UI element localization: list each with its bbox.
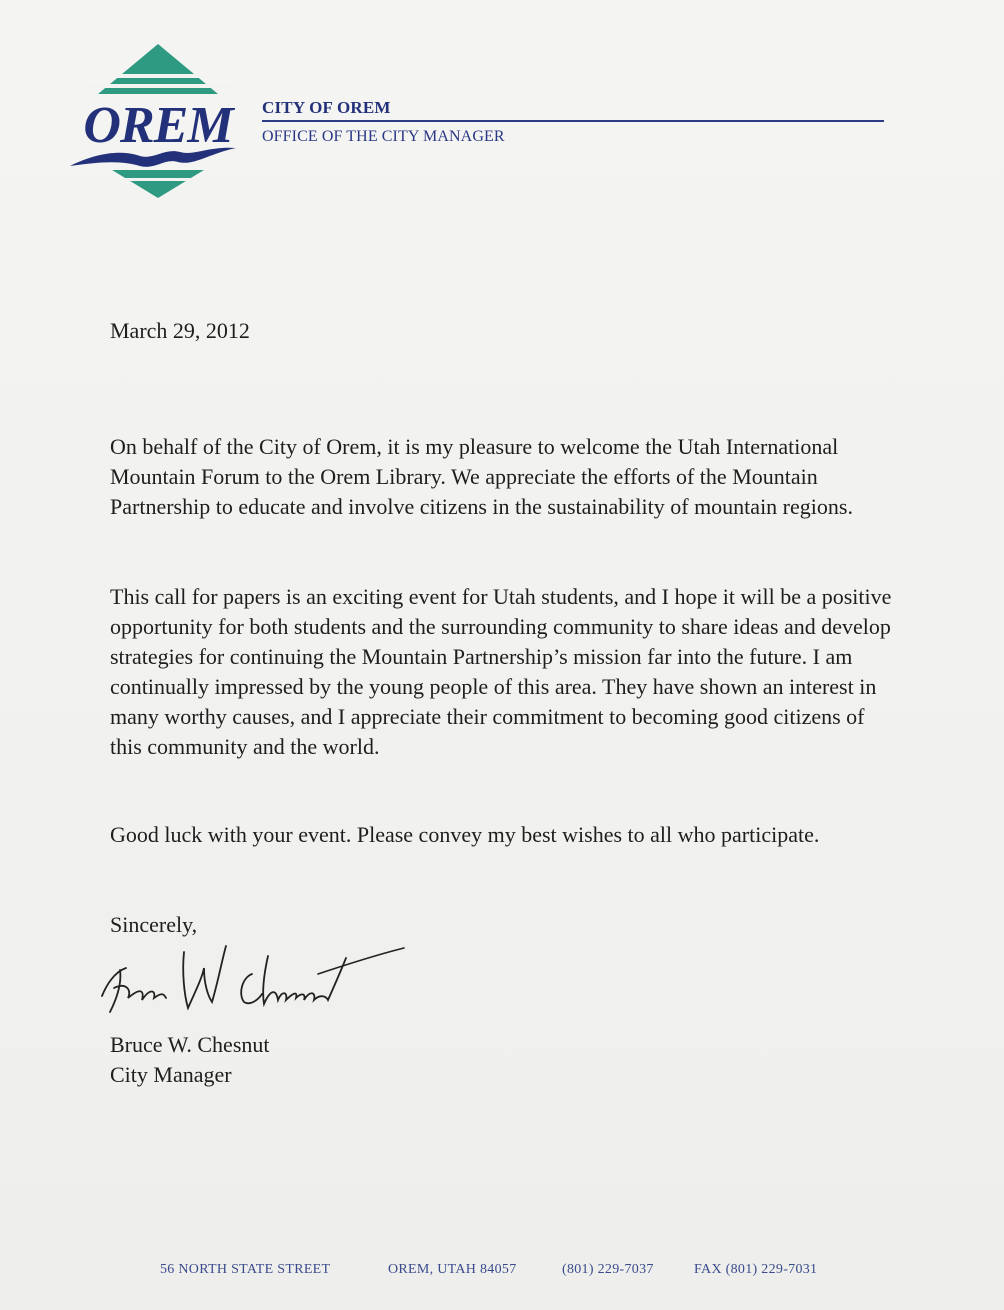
handwritten-signature [92,938,412,1028]
signer-name: Bruce W. Chesnut [110,1032,270,1057]
logo-text: OREM [83,97,233,154]
logo-diamond-bottom [112,170,204,198]
letter-date: March 29, 2012 [110,318,250,343]
footer-fax: FAX (801) 229-7031 [694,1262,818,1277]
footer-address: 56 NORTH STATE STREET [160,1262,331,1277]
orem-logo [68,42,248,202]
header-divider [262,120,884,122]
signer-title: City Manager [110,1062,232,1087]
footer-city: OREM, UTAH 84057 [388,1262,517,1277]
letter-closing: Sincerely, [110,912,198,937]
letter-paragraph-3: Good luck with your event. Please convey my best wishes to all who participate. [110,822,820,847]
footer-phone: (801) 229-7037 [562,1262,654,1277]
org-name: CITY OF OREM [262,98,391,117]
office-name: OFFICE OF THE CITY MANAGER [262,128,505,145]
letter-paragraph-1: On behalf of the City of Orem, it is my pleasure to welcome the Utah International Mountain Forum to the Orem Library. We appreciate the efforts of the Mountain Partnership to educate and involve citizens in the sustainability of mountain regions. [110,434,853,519]
letter-paragraph-2: This call for papers is an exciting event for Utah students, and I hope it will be a positive opportunity for both students and the surrounding community to share ideas and develop strategies for continuing the Mountain Partnership’s mission far into the future. I am continually impressed by the young people of this area. They have shown an interest in many worthy causes, and I appreciate their commitment to becoming good citizens of this community and the world. [110,584,892,759]
